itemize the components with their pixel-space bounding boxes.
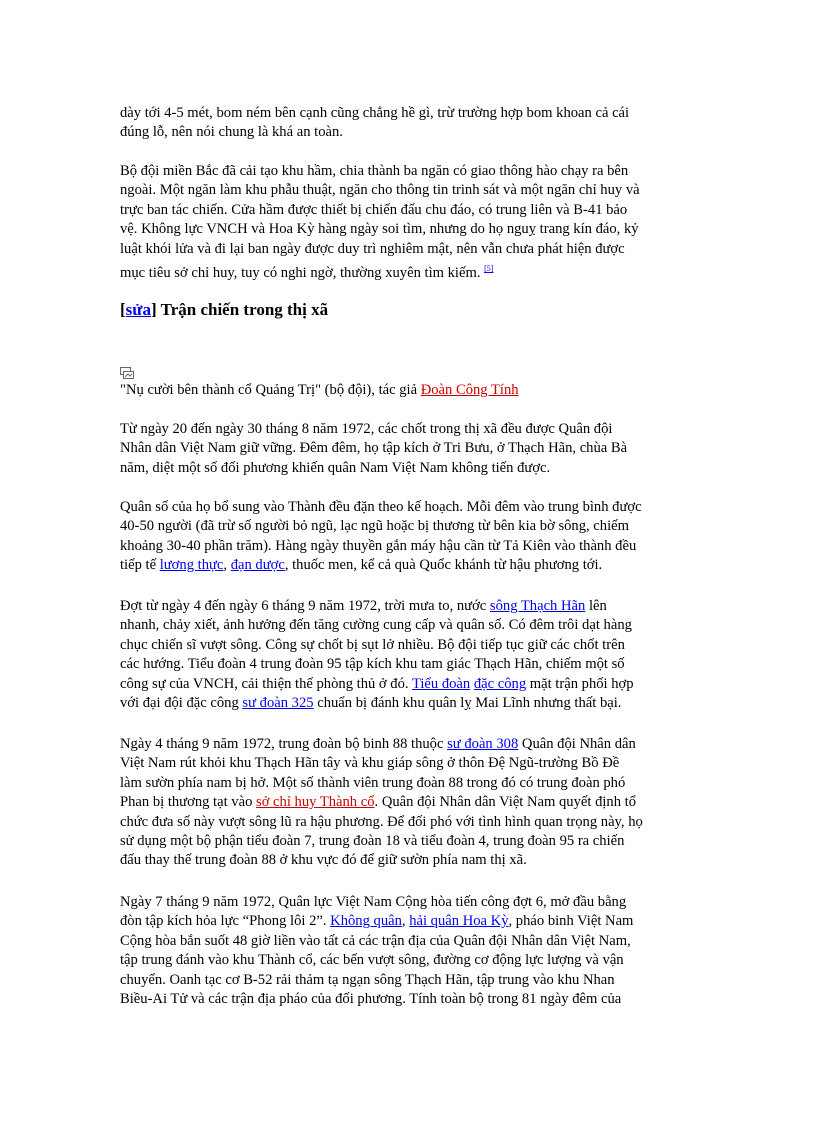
bracket: [ xyxy=(120,300,126,319)
text-line xyxy=(120,259,695,283)
battalion-link[interactable]: Tiểu đoàn xyxy=(411,675,471,692)
text-line: ngoài. Một ngăn làm khu phẫu thuật, ngăn cho thông tin trinh sát và một ngăn chỉ huy và xyxy=(120,182,640,199)
text-fragment: mặt trận phối hợp xyxy=(526,675,634,692)
text-line xyxy=(120,381,695,400)
paragraph-hold-positions xyxy=(120,420,695,478)
text-line: chức đưa số này vượt sông lũ ra hậu phương. Để đối phó với tình hình quan trọng này, họ xyxy=(120,813,643,830)
text-fragment: , xyxy=(223,557,231,574)
text-line: Nhân dân Việt Nam giữ vững. Đêm đêm, họ tập kích ở Tri Bưu, ở Thạch Hãn, chùa Bà xyxy=(120,440,628,457)
text-line: 40-50 người (đã trừ số người bỏ ngũ, lạc ngũ hoặc bị thương từ bên kia bờ sông, chiếm xyxy=(120,518,629,535)
text-line xyxy=(120,556,695,575)
text-fragment: , thuốc men, kể cả quà Quốc khánh từ hậu phương tới. xyxy=(284,557,603,574)
text-fragment: Đợt từ ngày 4 đến ngày 6 tháng 9 năm 1972, trời mưa to, nước xyxy=(120,598,490,614)
edit-section-link[interactable]: sửa xyxy=(125,300,151,319)
text-line: đúng lỗ, nên nói chung là khá an toàn. xyxy=(120,124,343,141)
paragraph-bunker-layout xyxy=(120,162,695,283)
division-325-link[interactable]: sư đoàn 325 xyxy=(242,695,314,712)
text-line: năm, diệt một số đối phương khiến quân Nam Việt Nam không tiến được. xyxy=(120,459,551,476)
text-fragment: , xyxy=(401,913,410,930)
text-fragment: đòn tập kích hỏa lực “Phong lôi 2”. xyxy=(120,913,331,930)
text-line xyxy=(120,675,695,694)
paragraph-flood xyxy=(120,597,695,713)
text-line: Biều-Ai Tử và các trận địa pháo của đối phương. Tính toàn bộ trong 81 ngày đêm của xyxy=(120,991,622,1008)
text-line xyxy=(120,597,695,616)
thach-han-river-link[interactable]: sông Thạch Hãn xyxy=(489,598,586,614)
text-line: chục chiến sĩ vượt sông. Công sự chốt bị sụt lở nhiều. Bộ đội tiếp tục giữ các chốt trên xyxy=(120,636,625,653)
us-navy-link[interactable]: hải quân Hoa Kỳ xyxy=(409,913,509,930)
section-title: Trận chiến trong thị xã xyxy=(156,300,329,319)
text-fragment: , pháo binh Việt Nam xyxy=(508,913,634,930)
text-line xyxy=(120,912,695,931)
text-line: vệ. Không lực VNCH và Hoa Kỳ hàng ngày soi tìm, nhưng do họ nguỵ trang kín đáo, kỷ xyxy=(120,221,639,238)
text-fragment: lên xyxy=(585,598,607,614)
image-placeholder-icon[interactable] xyxy=(120,367,134,379)
text-line xyxy=(120,735,695,754)
text-line: Ngày 7 tháng 9 năm 1972, Quân lực Việt Nam Cộng hòa tiến công đợt 6, mở đầu bằng xyxy=(120,894,627,910)
text-fragment: Quân đội Nhân dân xyxy=(518,736,636,752)
text-line: Bộ đội miền Bắc đã cải tạo khu hầm, chia thành ba ngăn có giao thông hào chạy ra bên xyxy=(120,163,629,179)
text-fragment: công sự của VNCH, cải thiện thế phòng thủ ở đó. xyxy=(120,675,412,692)
text-fragment: tiếp tế xyxy=(120,557,160,574)
text-line: Từ ngày 20 đến ngày 30 tháng 8 năm 1972, các chốt trong thị xã đều được Quân đội xyxy=(120,421,613,437)
caption-text: "Nụ cười bên thành cổ Quảng Trị" (bộ đội), tác giả xyxy=(120,382,421,398)
text-line: tập trung đánh vào khu Thành cổ, các bến vượt sông, đường cơ động lực lượng và vận xyxy=(120,952,624,969)
bracket: ] xyxy=(151,300,157,319)
text-line: Quân số của họ bổ sung vào Thành đều đặn theo kế hoạch. Mỗi đêm vào trung bình được xyxy=(120,499,642,515)
text-line: làm sườn phía nam bị hở. Một số thành viên trung đoàn 88 trong đó có trung đoàn phó xyxy=(120,774,626,791)
ammunition-link[interactable]: đạn dược xyxy=(230,557,285,574)
text-line: khoảng 30-40 phần trăm). Hàng ngày thuyền gắn máy hậu cần từ Tả Kiên vào thành đều xyxy=(120,537,637,554)
paragraph-offensive xyxy=(120,893,695,1009)
air-force-link[interactable]: Không quân xyxy=(330,913,402,930)
division-308-link[interactable]: sư đoàn 308 xyxy=(447,736,519,752)
text-line: dày tới 4-5 mét, bom ném bên cạnh cũng chẳng hề gì, trừ trường hợp bom khoan cả cái xyxy=(120,105,630,121)
text-line xyxy=(120,694,695,713)
text-line: luật khói lửa và đi lại ban ngày được duy trì nghiêm mật, nên vẫn chưa phát hiện được xyxy=(120,240,625,257)
text-line: trực ban tác chiến. Cửa hầm được thiết bị chiến đấu chu đáo, có trung liên và B-41 bảo xyxy=(120,201,628,218)
paragraph-bunker-safety xyxy=(120,104,695,143)
text-fragment: Ngày 4 tháng 9 năm 1972, trung đoàn bộ binh 88 thuộc xyxy=(120,736,448,752)
text-fragment: chuẩn bị đánh khu quân lỵ Mai Lĩnh nhưng thất bại. xyxy=(313,695,622,712)
text-line: Việt Nam rút khỏi khu Thạch Hãn tây và khu giáp sông ở thôn Đệ Ngũ-trường Bồ Đề xyxy=(120,755,620,772)
footnote-ref[interactable] xyxy=(484,264,493,273)
text-fragment: với đại đội đặc công xyxy=(120,695,243,712)
text-fragment: . Quân đội Nhân dân Việt Nam quyết định tổ xyxy=(374,794,637,811)
text-line: sử dụng một bộ phận tiểu đoàn 7, trung đoàn 18 và tiểu đoàn 4, trung đoàn 95 ra chiến xyxy=(120,833,625,850)
text-line: chuyển. Oanh tạc cơ B-52 rải thảm tạ ngạn sông Thạch Hãn, tập trung vào khu Nhan xyxy=(120,971,615,988)
text-line: Cộng hòa bắn suốt 48 giờ liền vào tất cả các trận địa của Quân đội Nhân dân Việt Nam, xyxy=(120,932,631,949)
text-fragment: Phan bị thương tạt vào xyxy=(120,794,257,811)
text-line xyxy=(120,793,695,812)
food-link[interactable]: lương thực xyxy=(159,557,224,574)
text-line: đấu thay thế trung đoàn 88 ở khu vực đó để giữ sườn phía nam thị xã. xyxy=(120,852,527,869)
paragraph-regiment-88 xyxy=(120,735,695,871)
image-caption xyxy=(120,381,695,400)
citadel-hq-link[interactable]: sở chỉ huy Thành cổ xyxy=(256,794,375,811)
footnote-link[interactable]: [5] xyxy=(484,264,494,274)
text-fragment: mục tiêu sở chỉ huy, tuy có nghi ngờ, thường xuyên tìm kiếm. xyxy=(120,264,481,281)
text-line: các hướng. Tiểu đoàn 4 trung đoàn 95 tập kích khu tam giác Thạch Hãn, chiếm một số xyxy=(120,656,625,673)
paragraph-reinforcements xyxy=(120,498,695,576)
sapper-link[interactable]: đặc công xyxy=(473,675,527,692)
author-link[interactable]: Đoàn Công Tính xyxy=(420,382,519,398)
section-heading xyxy=(120,300,328,320)
text-line: nhanh, chảy xiết, ảnh hưởng đến tăng cường cung cấp và quân số. Có đêm trôi dạt hàng xyxy=(120,617,632,634)
